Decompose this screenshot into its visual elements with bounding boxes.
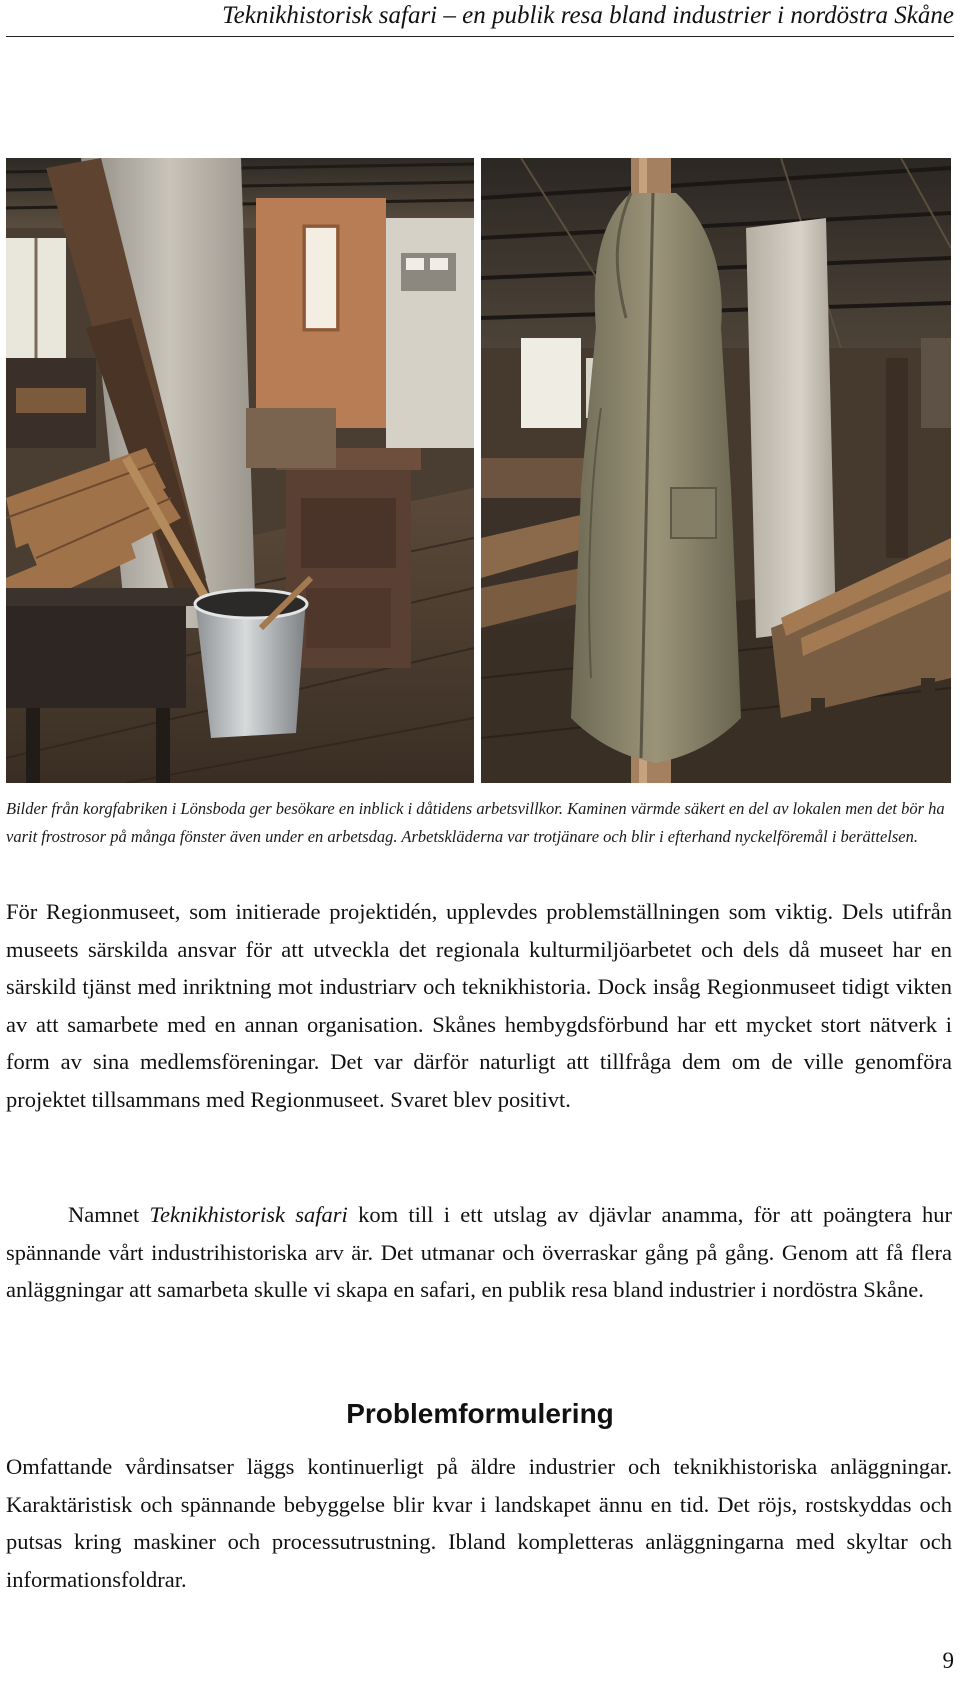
page-number: 9 <box>942 1648 954 1673</box>
project-name-emphasis: Teknikhistorisk safari <box>149 1202 348 1227</box>
paragraph-2-rest: kom till i ett utslag av djävlar anamma, för att poängtera hur spännande vårt industrihistoriska arv är. Det utmanar och överraskar gång på gång. Genom att få flera anläggningar att samarbeta skulle vi skapa en safari, en publik resa bland industrier i nordöstra Skåne. <box>6 1202 952 1303</box>
running-header <box>6 0 954 37</box>
section-paragraph: Omfattande vårdinsatser läggs kontinuerligt på äldre industrier och teknikhistoriska anläggningar. Karaktäristisk och spännande bebyggelse blir kvar i landskapet ännu en tid. Det röjs, rostskyddas och putsas kring maskiner och processutrustning. Ibland kompletteras anläggningarna med skyltar och informationsfoldrar. <box>6 1454 952 1592</box>
body-paragraph-2 <box>6 1196 952 1309</box>
factory-interior-photo <box>6 158 474 783</box>
work-coat-photo <box>481 158 951 783</box>
running-header-title: Teknikhistorisk safari – en publik resa bland industrier i nordöstra Skåne <box>222 2 954 29</box>
figure-caption: Bilder från korgfabriken i Lönsboda ger besökare en inblick i dåtidens arbetsvillkor. Kaminen värmde säkert en del av lokalen men det bör ha varit frostrosor på många fönster även under en arbetsdag. Arbetskläderna var trotjänare och blir i efterhand nyckelföremål i berättelsen. <box>6 799 945 846</box>
paragraph-2-lead: Namnet <box>68 1202 150 1227</box>
section-heading-problemformulering: Problemformulering <box>346 1398 614 1429</box>
body-paragraph-1: För Regionmuseet, som initierade projektidén, upplevdes problemställningen som viktig. Dels utifrån museets särskilda ansvar för att utveckla det regionala kulturmiljöarbetet och dels då museet har en särskild tjänst med inriktning mot industriarv och teknikhistoria. Dock insåg Regionmuseet tidigt vikten av att samarbete med en annan organisation. Skånes hembygdsförbund har ett mycket stort nätverk i form av sina medlemsföreningar. Det var därför naturligt att tillfråga dem om de ville genomföra projektet tillsammans med Regionmuseet. Svaret blev positivt. <box>6 899 952 1112</box>
